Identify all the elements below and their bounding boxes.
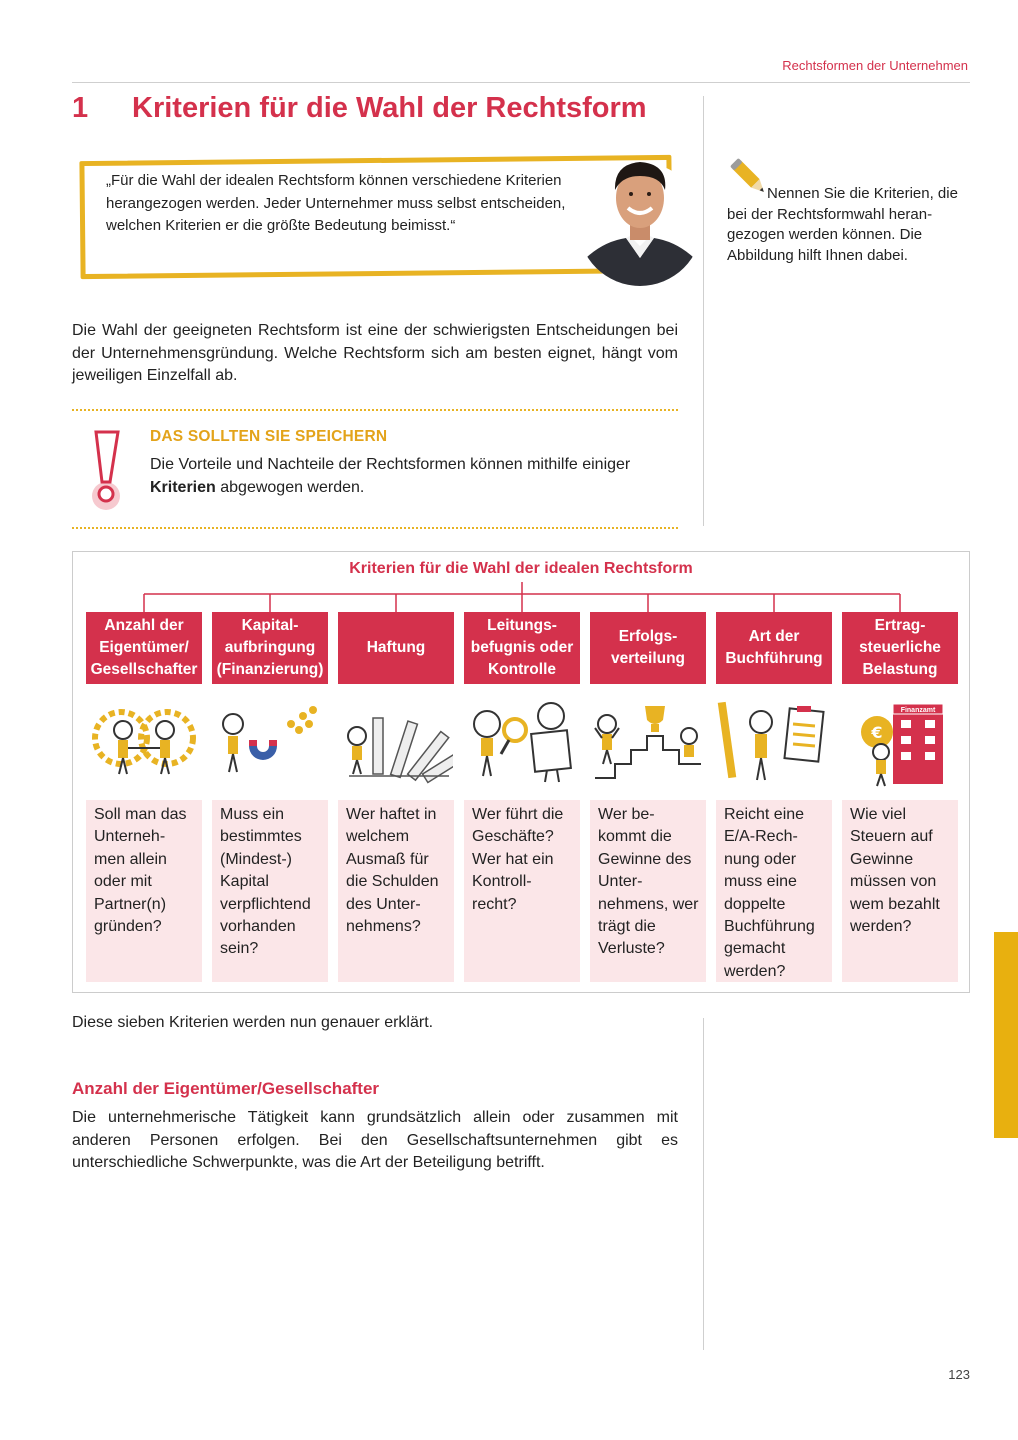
magnifier-illustration <box>465 694 579 790</box>
criterion-question: Muss ein bestimmtes (Mindest-) Kapital verpflichtend vorhanden sein? <box>212 800 328 982</box>
criterion-bookkeeping <box>716 612 832 982</box>
chapter-title: Kriterien für die Wahl der Rechtsform <box>132 92 647 124</box>
criterion-question: Wer be-kommt die Gewinne des Unter-nehmens, wer trägt die Verluste? <box>590 800 706 982</box>
clipboard-pencil-illustration <box>717 694 831 790</box>
exclamation-icon <box>84 428 130 516</box>
tax-office-label: Finanzamt <box>900 707 936 714</box>
criteria-diagram <box>72 551 970 993</box>
page-number: 123 <box>948 1367 970 1382</box>
criterion-question: Soll man das Unterneh-men allein oder mit Partner(n) gründen? <box>86 800 202 982</box>
dominoes-illustration <box>339 694 453 790</box>
header-rule <box>72 82 970 83</box>
magnet-coins-illustration <box>213 694 327 790</box>
criterion-heading: Erfolgs-verteilung <box>590 612 706 684</box>
intro-paragraph: Die Wahl der geeigneten Rechtsform ist eine der schwierigsten Entscheidungen bei der Unternehmensgründung. Welche Rechtsform sich am besten eignet, hängt vom jeweiligen Einzelfall ab. <box>72 322 678 384</box>
criterion-profit <box>590 612 706 982</box>
margin-task <box>727 184 977 266</box>
quote-text: „Für die Wahl der idealen Rechtsform können verschiedene Kriterien herangezogen werden. Jeder Unternehmer muss selbst entscheiden, welchen Kriterien er die größte Bedeutung beimisst.“ <box>106 172 566 234</box>
criterion-heading: Anzahl der Eigentümer/ Gesellschafter <box>86 612 202 684</box>
criterion-question: Wer haftet in welchem Ausmaß für die Schulden des Unter-nehmens? <box>338 800 454 982</box>
criterion-heading: Art der Buchführung <box>716 612 832 684</box>
trophy-stairs-illustration <box>591 694 705 790</box>
chapter-number: 1 <box>72 92 89 124</box>
memo-text-part: abgewogen werden. <box>215 478 365 496</box>
memo-divider-top <box>72 409 678 411</box>
transition-text: Diese sieben Kriterien werden nun genauer erklärt. <box>72 1014 434 1031</box>
criterion-management <box>464 612 580 982</box>
chapter-tab <box>994 932 1018 1138</box>
criterion-capital <box>212 612 328 982</box>
margin-divider-bottom <box>703 1018 704 1350</box>
memo-divider-bottom <box>72 527 678 529</box>
businessman-portrait <box>580 146 700 286</box>
gears-partners-illustration <box>87 694 201 790</box>
criterion-heading: Ertrag-steuerliche Belastung <box>842 612 958 684</box>
memo-text-bold: Kriterien <box>150 478 216 496</box>
criterion-question: Reicht eine E/A-Rech-nung oder muss eine doppelte Buchführung gemacht werden? <box>716 800 832 982</box>
running-head: Rechtsformen der Unternehmen <box>782 58 968 73</box>
criterion-heading: Leitungs-befugnis oder Kontrolle <box>464 612 580 684</box>
criterion-heading: Haftung <box>338 612 454 684</box>
memo-text-part: Die Vorteile und Nachteile der Rechtsformen können mithilfe einiger <box>150 456 631 473</box>
svg-text:€: € <box>871 723 883 742</box>
memo-text <box>150 454 670 499</box>
section-heading: Anzahl der Eigentümer/Gesellschafter <box>72 1079 380 1098</box>
tax-office-illustration <box>843 694 957 790</box>
criterion-owners <box>86 612 202 982</box>
criterion-liability <box>338 612 454 982</box>
memo-title: DAS SOLLTEN SIE SPEICHERN <box>150 428 388 445</box>
diagram-title: Kriterien für die Wahl der idealen Rechtsform <box>349 560 693 577</box>
margin-task-text: Nennen Sie die Kriterien, die bei der Rechtsformwahl heran-gezogen werden können. Die Abbildung hilft Ihnen dabei. <box>727 185 958 264</box>
criterion-tax <box>842 612 958 982</box>
criterion-question: Wer führt die Geschäfte? Wer hat ein Kontroll-recht? <box>464 800 580 982</box>
criterion-heading: Kapital-aufbringung (Finanzierung) <box>212 612 328 684</box>
criterion-question: Wie viel Steuern auf Gewinne müssen von wem bezahlt werden? <box>842 800 958 982</box>
section-paragraph: Die unternehmerische Tätigkeit kann grundsätzlich allein oder zusammen mit anderen Personen erfolgen. Bei den Gesellschaftsunternehmen gibt es unterschiedliche Schwerpunkte, was die Art der Beteiligung betrifft. <box>72 1109 678 1171</box>
margin-divider-top <box>703 96 704 526</box>
